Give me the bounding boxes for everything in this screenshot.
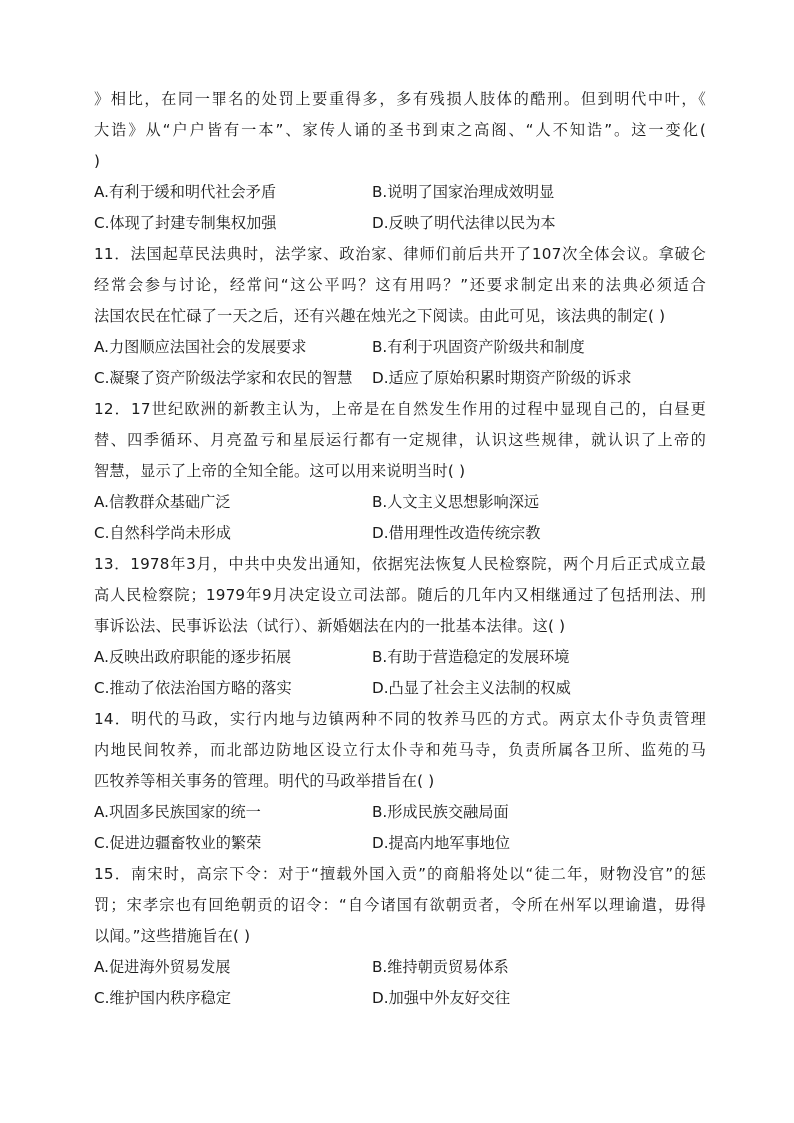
question-15-stem-line-2: 罚；宋孝宗也有回绝朝贡的诏令：“自今诸国有欲朝贡者，令所在州军以理谕遣，毋得 (94, 896, 706, 914)
question-13-stem-line-2: 高人民检察院；1979年9月决定设立司法部。随后的几年内又相继通过了包括刑法、刑 (94, 586, 706, 604)
question-14-options-row-2 (94, 828, 706, 859)
question-14-option-b[interactable]: B.形成民族交融局面 (372, 803, 509, 821)
question-14-stem-line-3: 匹牧养等相关事务的管理。明代的马政举措旨在( ) (94, 772, 435, 790)
question-10-stem-line-2: 大诰》从“户户皆有一本”、家传人诵的圣书到束之高阁、“人不知诰”。这一变化( (94, 121, 706, 139)
question-15-options-row-1 (94, 952, 706, 983)
question-15-option-b[interactable]: B.维持朝贡贸易体系 (372, 958, 509, 976)
question-14 (94, 704, 706, 859)
question-12-stem-line-3: 智慧，显示了上帝的全知全能。这可以用来说明当时( ) (94, 462, 466, 480)
question-13-stem-line-1: 13．1978年3月，中共中央发出通知，依据宪法恢复人民检察院，两个月后正式成立最 (94, 555, 706, 573)
question-12-stem-line-2: 替、四季循环、月亮盈亏和星辰运行都有一定规律，认识这些规律，就认识了上帝的 (94, 431, 706, 449)
question-10-stem-line-1: 》相比，在同一罪名的处罚上要重得多，多有残损人肢体的酷刑。但到明代中叶，《 (94, 90, 706, 108)
question-13-options-row-2 (94, 673, 706, 704)
question-12-options-row-2 (94, 518, 706, 549)
question-14-option-a[interactable]: A.巩固多民族国家的统一 (94, 803, 261, 821)
question-15-option-c[interactable]: C.维护国内秩序稳定 (94, 989, 231, 1007)
question-12-options-row-1 (94, 487, 706, 518)
question-15-stem-line-1: 15．南宋时，高宗下令：对于“擅载外国入贡”的商船将处以“徒二年，财物没官”的惩 (94, 865, 706, 883)
question-13-option-b[interactable]: B.有助于营造稳定的发展环境 (372, 648, 570, 666)
question-13-option-c[interactable]: C.推动了依法治国方略的落实 (94, 679, 292, 697)
question-14-options-row-1 (94, 797, 706, 828)
question-10-option-c[interactable]: C.体现了封建专制集权加强 (94, 214, 277, 232)
question-13 (94, 549, 706, 704)
question-13-option-a[interactable]: A.反映出政府职能的逐步拓展 (94, 648, 292, 666)
question-11-stem-line-2: 经常会参与讨论，经常问“这公平吗？这有用吗？”还要求制定出来的法典必须适合 (94, 276, 706, 294)
exam-page (94, 84, 706, 1014)
question-12-stem-line-1: 12．17世纪欧洲的新教主认为，上帝是在自然发生作用的过程中显现自己的，白昼更 (94, 400, 706, 418)
question-11-option-a[interactable]: A.力图顺应法国社会的发展要求 (94, 338, 307, 356)
question-11-options-row-1 (94, 332, 706, 363)
question-12-option-b[interactable]: B.人文主义思想影响深远 (372, 493, 540, 511)
question-15-option-d[interactable]: D.加强中外友好交往 (372, 989, 511, 1007)
question-13-stem-line-3: 事诉讼法、民事诉讼法（试行）、新婚姻法在内的一批基本法律。这( ) (94, 617, 566, 635)
question-10-option-d[interactable]: D.反映了明代法律以民为本 (372, 214, 556, 232)
question-11 (94, 239, 706, 394)
question-11-option-b[interactable]: B.有利于巩固资产阶级共和制度 (372, 338, 585, 356)
question-12-option-d[interactable]: D.借用理性改造传统宗教 (372, 524, 541, 542)
question-12 (94, 394, 706, 549)
question-15-options-row-2 (94, 983, 706, 1014)
question-14-option-d[interactable]: D.提高内地军事地位 (372, 834, 511, 852)
question-11-stem-line-1: 11．法国起草民法典时，法学家、政治家、律师们前后共开了107次全体会议。拿破仑 (94, 245, 706, 263)
question-11-option-c[interactable]: C.凝聚了资产阶级法学家和农民的智慧 (94, 369, 353, 387)
question-14-stem-line-1: 14．明代的马政，实行内地与边镇两种不同的牧养马匹的方式。两京太仆寺负责管理 (94, 710, 706, 728)
question-10-option-a[interactable]: A.有利于缓和明代社会矛盾 (94, 183, 277, 201)
question-11-option-d[interactable]: D.适应了原始积累时期资产阶级的诉求 (372, 369, 632, 387)
question-13-option-d[interactable]: D.凸显了社会主义法制的权威 (372, 679, 571, 697)
question-10-option-b[interactable]: B.说明了国家治理成效明显 (372, 183, 555, 201)
question-11-stem-line-3: 法国农民在忙碌了一天之后，还有兴趣在烛光之下阅读。由此可见，该法典的制定( ) (94, 307, 666, 325)
question-12-option-c[interactable]: C.自然科学尚未形成 (94, 524, 231, 542)
question-15 (94, 859, 706, 1014)
question-11-options-row-2 (94, 363, 706, 394)
question-14-stem-line-2: 内地民间牧养，而北部边防地区设立行太仆寺和苑马寺，负责所属各卫所、监苑的马 (94, 741, 706, 759)
question-13-options-row-1 (94, 642, 706, 673)
question-15-stem-line-3: 以闻。”这些措施旨在( ) (94, 927, 251, 945)
question-10-options-row-1 (94, 177, 706, 208)
question-14-option-c[interactable]: C.促进边疆畜牧业的繁荣 (94, 834, 262, 852)
question-10-options-row-2 (94, 208, 706, 239)
question-10-stem-line-3: ) (94, 152, 101, 170)
question-10 (94, 84, 706, 239)
question-12-option-a[interactable]: A.信教群众基础广泛 (94, 493, 231, 511)
question-15-option-a[interactable]: A.促进海外贸易发展 (94, 958, 231, 976)
